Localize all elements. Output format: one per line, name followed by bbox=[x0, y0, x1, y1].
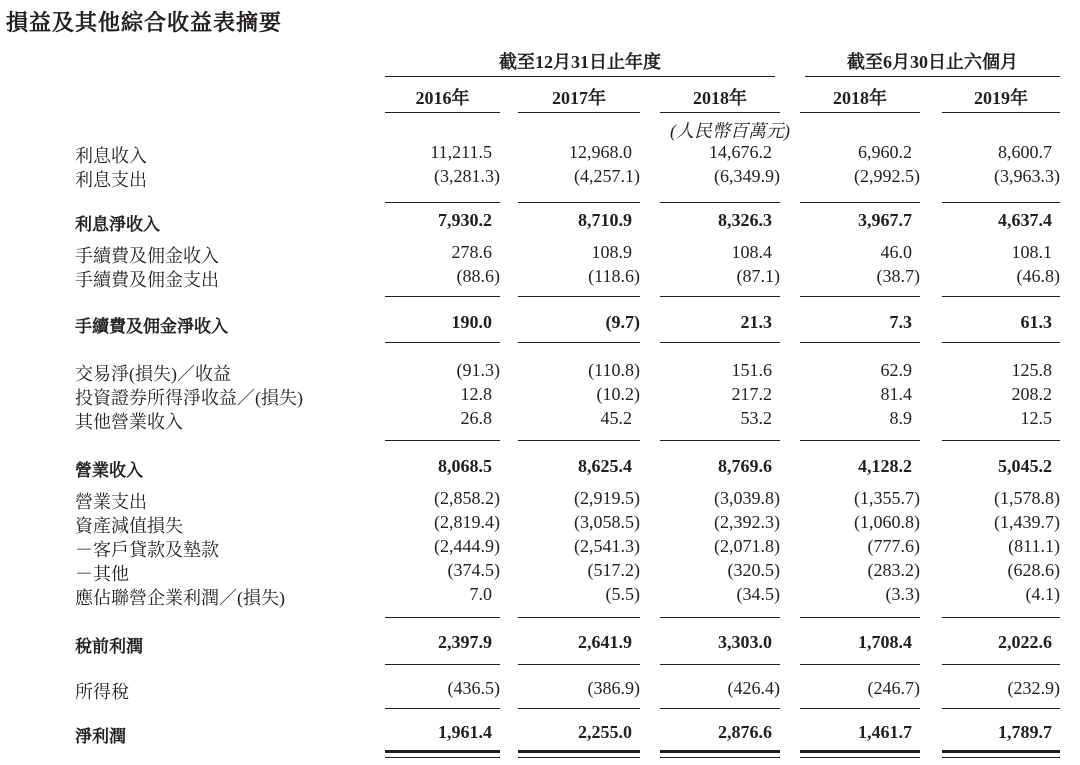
section-rule bbox=[800, 342, 920, 343]
table-cell: (1,060.8) bbox=[854, 512, 920, 532]
table-cell: 108.1 bbox=[1011, 242, 1052, 262]
table-cell: (3,281.3) bbox=[434, 166, 500, 186]
row-label: 資產減值損失 bbox=[75, 516, 183, 536]
section-rule bbox=[518, 708, 640, 709]
table-cell: (436.5) bbox=[447, 678, 500, 698]
section-rule bbox=[800, 440, 920, 441]
table-cell: 108.4 bbox=[731, 242, 772, 262]
table-cell: 2,641.9 bbox=[578, 632, 632, 652]
table-cell: 81.4 bbox=[880, 384, 912, 404]
table-cell: 208.2 bbox=[1011, 384, 1052, 404]
row-label: 投資證券所得淨收益／(損失) bbox=[75, 388, 303, 408]
table-cell: (386.9) bbox=[587, 678, 640, 698]
table-cell: 7,930.2 bbox=[438, 210, 492, 230]
table-cell: (517.2) bbox=[587, 560, 640, 580]
table-cell: 7.3 bbox=[889, 312, 912, 332]
double-underline bbox=[518, 757, 640, 758]
table-cell: 108.9 bbox=[591, 242, 632, 262]
table-cell: (2,819.4) bbox=[434, 512, 500, 532]
section-rule bbox=[518, 342, 640, 343]
table-cell: 190.0 bbox=[451, 312, 492, 332]
section-rule bbox=[660, 664, 780, 665]
row-label: －客戶貸款及墊款 bbox=[75, 540, 219, 560]
table-cell: (2,392.3) bbox=[714, 512, 780, 532]
section-rule bbox=[800, 664, 920, 665]
table-cell: 1,708.4 bbox=[858, 632, 912, 652]
section-rule bbox=[385, 342, 500, 343]
table-cell: 12,968.0 bbox=[569, 142, 632, 162]
section-rule bbox=[660, 708, 780, 709]
table-cell: 5,045.2 bbox=[998, 456, 1052, 476]
year-header-rule bbox=[660, 112, 780, 113]
double-underline bbox=[660, 757, 780, 758]
section-rule bbox=[942, 296, 1060, 297]
table-cell: 2,397.9 bbox=[438, 632, 492, 652]
section-rule bbox=[942, 664, 1060, 665]
table-cell: 46.0 bbox=[880, 242, 912, 262]
row-label: 營業收入 bbox=[75, 461, 143, 481]
table-cell: (1,578.8) bbox=[994, 488, 1060, 508]
section-rule bbox=[942, 708, 1060, 709]
unit-caption: (人民幣百萬元) bbox=[670, 121, 790, 141]
table-cell: (91.3) bbox=[456, 360, 500, 380]
group-rule-interim bbox=[805, 76, 1060, 77]
table-cell: (9.7) bbox=[605, 312, 640, 332]
table-cell: 8,769.6 bbox=[718, 456, 772, 476]
page-title: 損益及其他綜合收益表摘要 bbox=[6, 11, 283, 36]
section-rule bbox=[942, 342, 1060, 343]
section-rule bbox=[385, 664, 500, 665]
table-cell: 4,128.2 bbox=[858, 456, 912, 476]
table-cell: (3,058.5) bbox=[574, 512, 640, 532]
table-cell: 3,303.0 bbox=[718, 632, 772, 652]
table-cell: 125.8 bbox=[1011, 360, 1052, 380]
section-rule bbox=[385, 617, 500, 618]
table-cell: (1,355.7) bbox=[854, 488, 920, 508]
year-header-rule bbox=[518, 112, 640, 113]
section-rule bbox=[660, 202, 780, 203]
table-cell: (110.8) bbox=[588, 360, 640, 380]
table-cell: 21.3 bbox=[740, 312, 772, 332]
table-cell: 1,961.4 bbox=[438, 722, 492, 742]
table-cell: 8,625.4 bbox=[578, 456, 632, 476]
table-cell: (2,992.5) bbox=[854, 166, 920, 186]
table-cell: 8,326.3 bbox=[718, 210, 772, 230]
section-rule bbox=[518, 617, 640, 618]
table-cell: 8,600.7 bbox=[998, 142, 1052, 162]
table-cell: (426.4) bbox=[727, 678, 780, 698]
table-cell: 12.8 bbox=[460, 384, 492, 404]
year-header: 2018年 bbox=[833, 88, 887, 108]
group-header-annual: 截至12月31日止年度 bbox=[499, 52, 661, 72]
table-cell: (3.3) bbox=[885, 584, 920, 604]
row-label: 淨利潤 bbox=[75, 727, 126, 747]
table-cell: (46.8) bbox=[1016, 266, 1060, 286]
double-underline bbox=[942, 757, 1060, 758]
table-cell: (2,919.5) bbox=[574, 488, 640, 508]
section-rule bbox=[660, 342, 780, 343]
row-label: 手續費及佣金收入 bbox=[75, 246, 219, 266]
table-cell: (34.5) bbox=[736, 584, 780, 604]
year-header: 2018年 bbox=[693, 88, 747, 108]
table-cell: 278.6 bbox=[451, 242, 492, 262]
section-rule bbox=[800, 708, 920, 709]
table-cell: 14,676.2 bbox=[709, 142, 772, 162]
table-cell: (4.1) bbox=[1025, 584, 1060, 604]
section-rule bbox=[660, 296, 780, 297]
row-label: －其他 bbox=[75, 564, 129, 584]
row-label: 手續費及佣金淨收入 bbox=[75, 317, 228, 337]
section-rule bbox=[518, 440, 640, 441]
table-cell: (118.6) bbox=[588, 266, 640, 286]
table-cell: 7.0 bbox=[469, 584, 492, 604]
group-rule-annual bbox=[385, 76, 775, 77]
row-label: 所得稅 bbox=[75, 682, 129, 702]
table-cell: (246.7) bbox=[867, 678, 920, 698]
table-cell: (1,439.7) bbox=[994, 512, 1060, 532]
table-cell: 2,876.6 bbox=[718, 722, 772, 742]
table-cell: 61.3 bbox=[1020, 312, 1052, 332]
year-header-rule bbox=[942, 112, 1060, 113]
table-cell: (10.2) bbox=[596, 384, 640, 404]
table-cell: (811.1) bbox=[1008, 536, 1060, 556]
table-cell: (2,444.9) bbox=[434, 536, 500, 556]
section-rule bbox=[518, 296, 640, 297]
table-cell: (2,858.2) bbox=[434, 488, 500, 508]
section-rule bbox=[800, 617, 920, 618]
row-label: 手續費及佣金支出 bbox=[75, 270, 219, 290]
table-cell: (628.6) bbox=[1007, 560, 1060, 580]
year-header-rule bbox=[385, 112, 500, 113]
section-rule bbox=[385, 708, 500, 709]
row-label: 營業支出 bbox=[75, 492, 147, 512]
double-underline bbox=[800, 757, 920, 758]
table-cell: 11,211.5 bbox=[430, 142, 492, 162]
table-cell: 62.9 bbox=[880, 360, 912, 380]
table-cell: (88.6) bbox=[456, 266, 500, 286]
section-rule bbox=[385, 440, 500, 441]
table-cell: (320.5) bbox=[727, 560, 780, 580]
year-header: 2019年 bbox=[974, 88, 1028, 108]
table-cell: 8,710.9 bbox=[578, 210, 632, 230]
table-cell: (3,963.3) bbox=[994, 166, 1060, 186]
row-label: 其他營業收入 bbox=[75, 412, 183, 432]
table-cell: 2,022.6 bbox=[998, 632, 1052, 652]
double-underline bbox=[385, 757, 500, 758]
table-cell: (374.5) bbox=[447, 560, 500, 580]
section-rule bbox=[942, 617, 1060, 618]
table-cell: (2,541.3) bbox=[574, 536, 640, 556]
row-label: 稅前利潤 bbox=[75, 637, 143, 657]
row-label: 利息支出 bbox=[75, 170, 147, 190]
table-cell: (3,039.8) bbox=[714, 488, 780, 508]
table-cell: 53.2 bbox=[740, 408, 772, 428]
table-cell: (38.7) bbox=[876, 266, 920, 286]
section-rule bbox=[800, 202, 920, 203]
table-cell: (87.1) bbox=[736, 266, 780, 286]
year-header-rule bbox=[800, 112, 920, 113]
table-cell: (4,257.1) bbox=[574, 166, 640, 186]
group-header-interim: 截至6月30日止六個月 bbox=[847, 52, 1018, 72]
section-rule bbox=[942, 440, 1060, 441]
table-cell: 1,789.7 bbox=[998, 722, 1052, 742]
row-label: 應佔聯營企業利潤／(損失) bbox=[75, 588, 285, 608]
row-label: 利息收入 bbox=[75, 146, 147, 166]
row-label: 利息淨收入 bbox=[75, 215, 160, 235]
table-cell: 6,960.2 bbox=[858, 142, 912, 162]
table-cell: (5.5) bbox=[605, 584, 640, 604]
section-rule bbox=[660, 440, 780, 441]
section-rule bbox=[518, 664, 640, 665]
table-cell: 217.2 bbox=[731, 384, 772, 404]
table-cell: 26.8 bbox=[460, 408, 492, 428]
section-rule bbox=[385, 202, 500, 203]
table-cell: 12.5 bbox=[1020, 408, 1052, 428]
section-rule bbox=[800, 296, 920, 297]
table-cell: (777.6) bbox=[867, 536, 920, 556]
table-cell: 1,461.7 bbox=[858, 722, 912, 742]
table-cell: (232.9) bbox=[1007, 678, 1060, 698]
year-header: 2016年 bbox=[415, 88, 470, 108]
section-rule bbox=[518, 202, 640, 203]
section-rule bbox=[942, 202, 1060, 203]
table-cell: 2,255.0 bbox=[578, 722, 632, 742]
table-cell: 8,068.5 bbox=[438, 456, 492, 476]
table-cell: 45.2 bbox=[600, 408, 632, 428]
table-cell: (283.2) bbox=[867, 560, 920, 580]
table-cell: 3,967.7 bbox=[858, 210, 912, 230]
section-rule bbox=[660, 617, 780, 618]
row-label: 交易淨(損失)／收益 bbox=[75, 364, 231, 384]
table-cell: 151.6 bbox=[731, 360, 772, 380]
table-cell: 4,637.4 bbox=[998, 210, 1052, 230]
section-rule bbox=[385, 296, 500, 297]
table-cell: (2,071.8) bbox=[714, 536, 780, 556]
year-header: 2017年 bbox=[552, 88, 606, 108]
table-cell: (6,349.9) bbox=[714, 166, 780, 186]
table-cell: 8.9 bbox=[889, 408, 912, 428]
